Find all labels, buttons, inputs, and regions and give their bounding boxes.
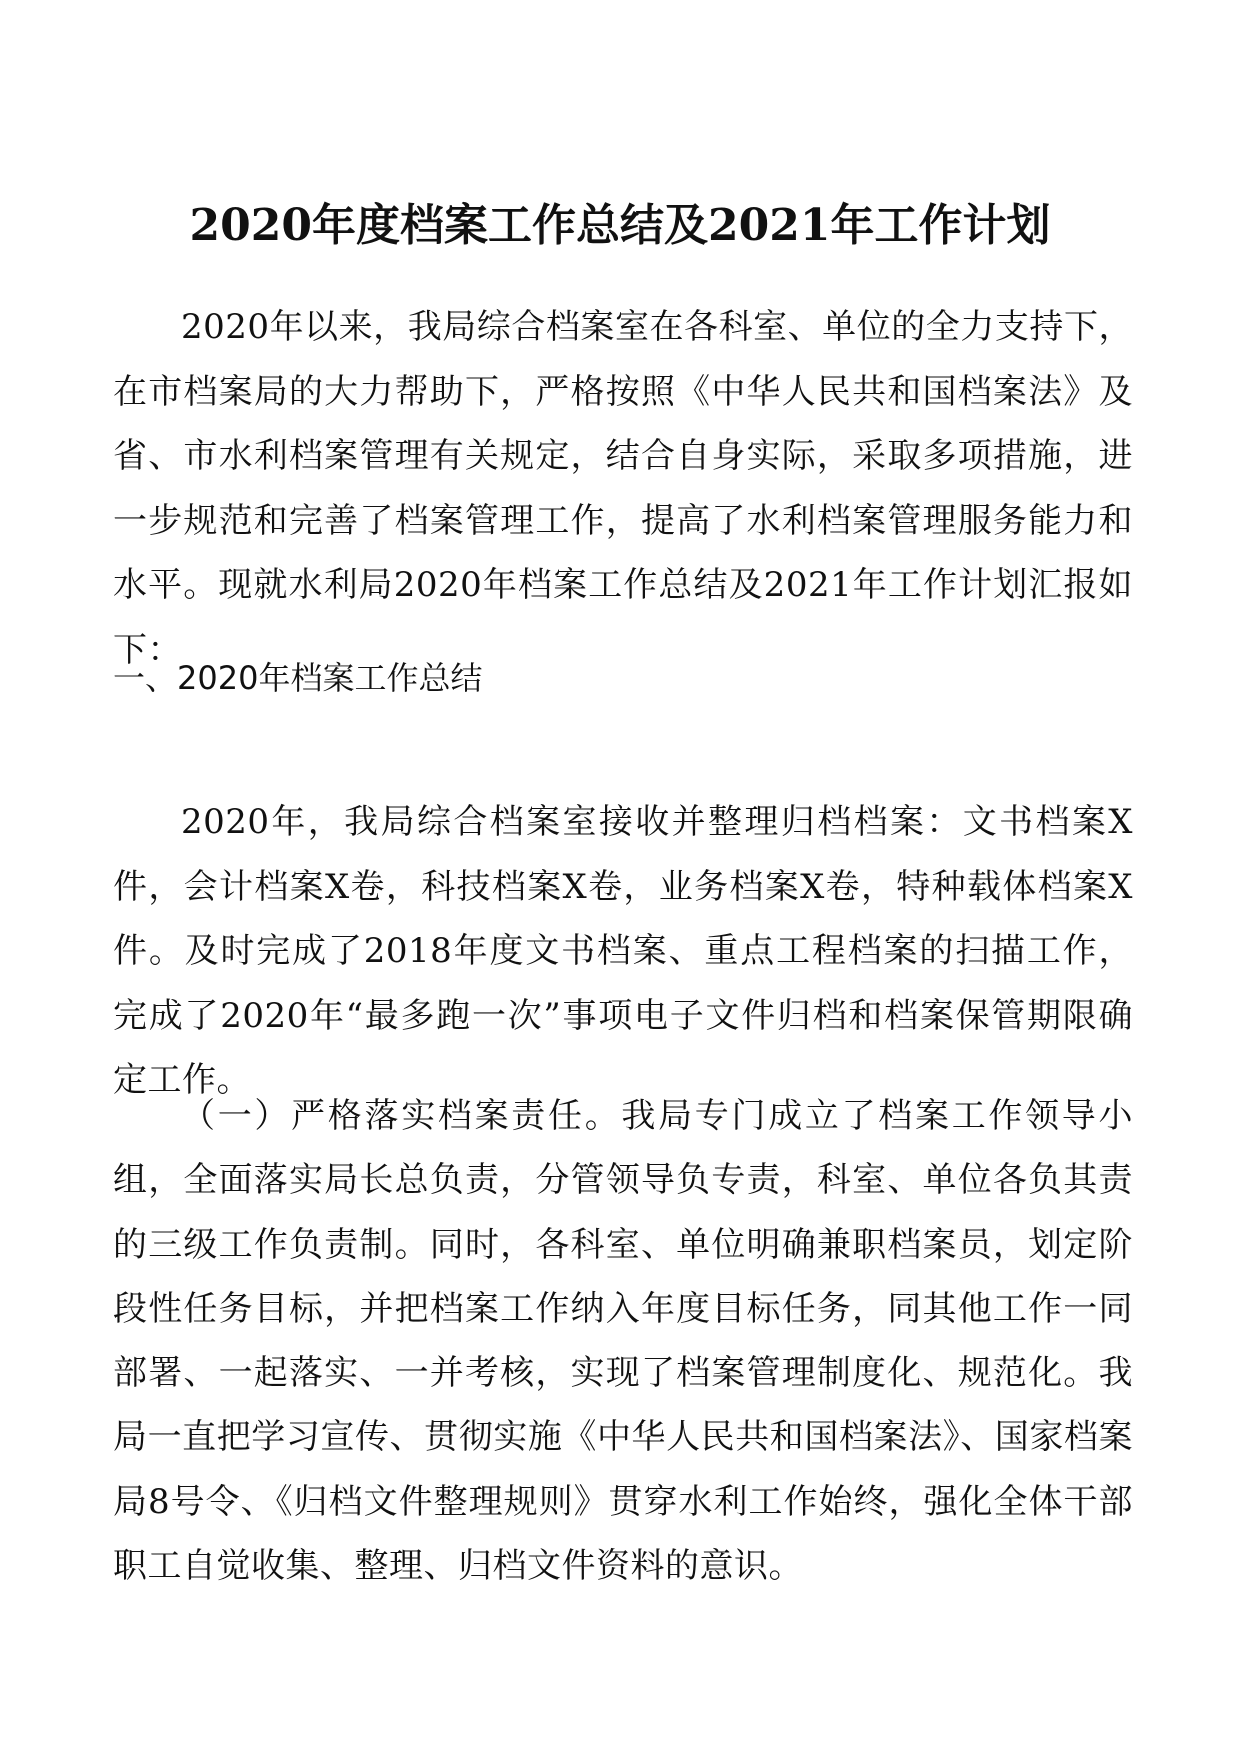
responsibility-paragraph: （一）严格落实档案责任。我局专门成立了档案工作领导小组，全面落实局长总负责，分管领导负专责，科室、单位各负其责的三级工作负责制。同时，各科室、单位明确兼职档案员，划定阶段性任务目标，并把档案工作纳入年度目标任务，同其他工作一同部署、一起落实、一并考核，实现了档案管理制度化、规范化。我局一直把学习宣传、贯彻实施《中华人民共和国档案法》、国家档案局8号令、《归档文件整理规则》贯穿水利工作始终，强化全体干部职工自觉收集、整理、归档文件资料的意识。 [113, 1096, 1133, 1587]
document-title: 2020年度档案工作总结及2021年工作计划 [189, 200, 1051, 251]
section-heading: 一、2020年档案工作总结 [113, 659, 483, 697]
intro-paragraph: 2020年以来，我局综合档案室在各科室、单位的全力支持下，在市档案局的大力帮助下，严格按照《中华人民共和国档案法》及省、市水利档案管理有关规定，结合自身实际，采取多项措施，进一步规范和完善了档案管理工作，提高了水利档案管理服务能力和水平。现就水利局2020年档案工作总结及2021年工作计划汇报如下： [113, 307, 1133, 670]
summary-paragraph: 2020年，我局综合档案室接收并整理归档档案：文书档案X件，会计档案X卷，科技档案X卷，业务档案X卷，特种载体档案X件。及时完成了2018年度文书档案、重点工程档案的扫描工作，完成了2020年“最多跑一次”事项电子文件归档和档案保管期限确定工作。 [113, 802, 1133, 1100]
